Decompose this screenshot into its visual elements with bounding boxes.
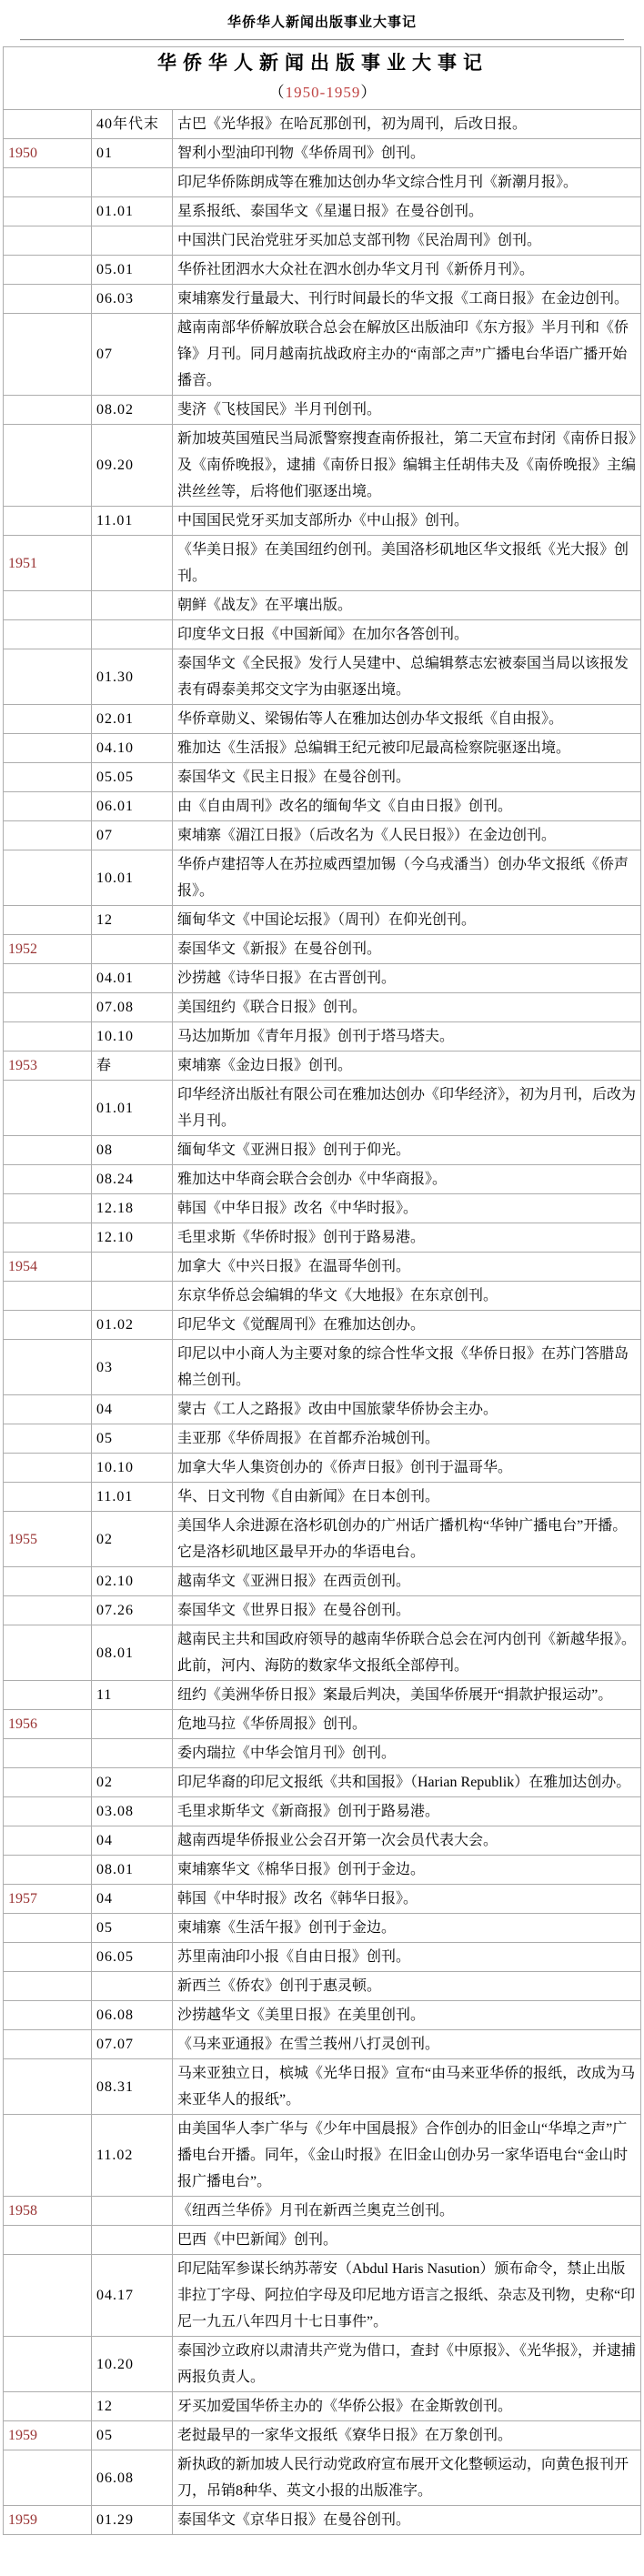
table-row (4, 2197, 641, 2226)
event-cell: 印尼华裔的印尼文报纸《共和国报》（Harian Republik）在雅加达创办。 (173, 1768, 641, 1797)
year-cell (4, 1340, 92, 1395)
date-cell: 07.07 (92, 2030, 173, 2059)
event-cell: 新执政的新加坡人民行动党政府宣布展开文化整顿运动，向黄色报刊开刀，吊销8种华、英文小报的出版准字。 (173, 2450, 641, 2506)
date-cell: 02 (92, 1512, 173, 1567)
table-row (4, 1395, 641, 1424)
table-row (4, 649, 641, 705)
date-cell: 01.01 (92, 1081, 173, 1136)
table-title-cell (4, 47, 641, 110)
year-cell (4, 314, 92, 396)
events-table (3, 46, 641, 2535)
table-row (4, 850, 641, 906)
year-cell (4, 1972, 92, 2001)
date-cell (92, 620, 173, 649)
year-cell (4, 906, 92, 935)
event-cell: 华、日文刊物《自由新闻》在日本创刊。 (173, 1483, 641, 1512)
date-cell: 07.26 (92, 1596, 173, 1625)
date-cell: 12 (92, 906, 173, 935)
year-cell (4, 2255, 92, 2337)
year-cell (4, 425, 92, 507)
date-cell: 02.01 (92, 705, 173, 734)
event-cell: 缅甸华文《中国论坛报》（周刊）在仰光创刊。 (173, 906, 641, 935)
event-cell: 华侨卢建招等人在苏拉威西望加锡（今乌戎潘当）创办华文报纸《侨声报》。 (173, 850, 641, 906)
event-cell: 韩国《中华时报》改名《韩华日报》。 (173, 1885, 641, 1914)
date-cell: 08.24 (92, 1165, 173, 1194)
page (0, 12, 644, 2535)
year-cell (4, 734, 92, 763)
year-cell: 1950 (4, 139, 92, 168)
title-divider (20, 39, 624, 41)
event-cell: 马达加斯加《青年月报》创刊于塔马塔夫。 (173, 1022, 641, 1052)
year-cell (4, 1454, 92, 1483)
event-cell: 沙捞越华文《美里日报》在美里创刊。 (173, 2001, 641, 2030)
year-cell (4, 197, 92, 226)
date-cell: 01.29 (92, 2506, 173, 2535)
date-cell: 10.10 (92, 1022, 173, 1052)
table-row (4, 2506, 641, 2535)
event-cell: 印华经济出版社有限公司在雅加达创办《印华经济》，初为月刊，后改为半月刊。 (173, 1081, 641, 1136)
date-cell (92, 2197, 173, 2226)
table-row (4, 1483, 641, 1512)
year-cell (4, 2337, 92, 2392)
event-cell: 巴西《中巴新闻》创刊。 (173, 2226, 641, 2255)
table-row (4, 1797, 641, 1826)
year-cell (4, 1826, 92, 1856)
date-cell: 04.01 (92, 964, 173, 993)
date-cell (92, 1710, 173, 1739)
year-cell (4, 168, 92, 197)
table-row (4, 1022, 641, 1052)
event-cell: 《华美日报》在美国纽约创刊。美国洛杉矶地区华文报纸《光大报》创刊。 (173, 536, 641, 591)
table-row (4, 1165, 641, 1194)
event-cell: 泰国华文《全民报》发行人吴建中、总编辑蔡志宏被泰国当局以该报发表有碍泰美邦交文字为由驱逐出境。 (173, 649, 641, 705)
date-cell: 40年代末 (92, 110, 173, 139)
year-cell (4, 1223, 92, 1253)
table-row (4, 1768, 641, 1797)
date-cell: 07 (92, 314, 173, 396)
event-cell: 加拿大华人集资创办的《侨声日报》创刊于温哥华。 (173, 1454, 641, 1483)
event-cell: 美国华人余进源在洛杉矶创办的广州话广播机构“华钟广播电台”开播。它是洛杉矶地区最早开办的华语电台。 (173, 1512, 641, 1567)
table-row (4, 1194, 641, 1223)
table-row (4, 763, 641, 792)
event-cell: 毛里求斯华文《新商报》创刊于路易港。 (173, 1797, 641, 1826)
table-row (4, 1253, 641, 1282)
table-row (4, 821, 641, 850)
date-cell: 12.10 (92, 1223, 173, 1253)
event-cell: 委内瑞拉《中华会馆月刊》创刊。 (173, 1739, 641, 1768)
year-cell (4, 1395, 92, 1424)
event-cell: 星系报纸、泰国华文《星暹日报》在曼谷创刊。 (173, 197, 641, 226)
date-cell: 04.10 (92, 734, 173, 763)
year-cell (4, 1282, 92, 1311)
table-row (4, 1914, 641, 1943)
date-cell: 01 (92, 139, 173, 168)
event-cell: 新加坡英国殖民当局派警察搜查南侨报社，第二天宣布封闭《南侨日报》及《南侨晚报》，逮捕《南侨日报》编辑主任胡伟夫及《南侨晚报》主编洪丝丝等，后将他们驱逐出境。 (173, 425, 641, 507)
event-cell: 泰国华文《新报》在曼谷创刊。 (173, 935, 641, 964)
table-row (4, 1081, 641, 1136)
date-cell (92, 226, 173, 256)
table-row (4, 1282, 641, 1311)
date-cell (92, 1972, 173, 2001)
date-cell: 07 (92, 821, 173, 850)
table-row (4, 314, 641, 396)
subtitle-open-paren: （ (268, 84, 286, 101)
date-cell: 02 (92, 1768, 173, 1797)
table-row (4, 1136, 641, 1165)
table-title: 华侨华人新闻出版事业大事记 (157, 52, 488, 74)
table-row (4, 226, 641, 256)
table-row (4, 1885, 641, 1914)
event-cell: 蒙古《工人之路报》改由中国旅蒙华侨协会主办。 (173, 1395, 641, 1424)
table-subtitle (8, 77, 638, 108)
year-cell (4, 2001, 92, 2030)
date-cell: 11.01 (92, 507, 173, 536)
subtitle-close-paren: ） (360, 84, 377, 101)
table-title-row (4, 47, 641, 110)
year-cell (4, 792, 92, 821)
event-cell: 东京华侨总会编辑的华文《大地报》在东京创刊。 (173, 1282, 641, 1311)
date-cell: 06.08 (92, 2001, 173, 2030)
year-cell (4, 1856, 92, 1885)
event-cell: 毛里求斯《华侨时报》创刊于路易港。 (173, 1223, 641, 1253)
date-cell: 03 (92, 1340, 173, 1395)
table-row (4, 906, 641, 935)
event-cell: 缅甸华文《亚洲日报》创刊于仰光。 (173, 1136, 641, 1165)
date-cell: 春 (92, 1052, 173, 1081)
year-cell (4, 620, 92, 649)
table-row (4, 1710, 641, 1739)
table-row (4, 197, 641, 226)
event-cell: 老挝最早的一家华文报纸《寮华日报》在万象创刊。 (173, 2421, 641, 2450)
date-cell: 07.08 (92, 993, 173, 1022)
event-cell: 圭亚那《华侨周报》在首都乔治城创刊。 (173, 1424, 641, 1454)
year-cell (4, 649, 92, 705)
event-cell: 越南西堤华侨报业公会召开第一次会员代表大会。 (173, 1826, 641, 1856)
event-cell: 古巴《光华报》在哈瓦那创刊，初为周刊，后改日报。 (173, 110, 641, 139)
event-cell: 雅加达中华商会联合会创办《中华商报》。 (173, 1165, 641, 1194)
event-cell: 柬埔寨发行量最大、刊行时间最长的华文报《工商日报》在金边创刊。 (173, 285, 641, 314)
year-cell (4, 256, 92, 285)
year-cell: 1959 (4, 2421, 92, 2450)
table-row (4, 1424, 641, 1454)
table-row (4, 1856, 641, 1885)
subtitle-years: 1950-1959 (285, 84, 361, 101)
date-cell: 06.03 (92, 285, 173, 314)
year-cell: 1952 (4, 935, 92, 964)
table-row (4, 1739, 641, 1768)
year-cell (4, 591, 92, 620)
date-cell (92, 536, 173, 591)
date-cell: 04 (92, 1885, 173, 1914)
date-cell: 09.20 (92, 425, 173, 507)
table-row (4, 2115, 641, 2197)
year-cell: 1951 (4, 536, 92, 591)
table-row (4, 591, 641, 620)
year-cell (4, 1165, 92, 1194)
event-cell: 柬埔寨《湄江日报》（后改名为《人民日报》）在金边创刊。 (173, 821, 641, 850)
event-cell: 柬埔寨《生活午报》创刊于金边。 (173, 1914, 641, 1943)
date-cell: 05.05 (92, 763, 173, 792)
event-cell: 斐济《飞枝国民》半月刊创刊。 (173, 396, 641, 425)
date-cell: 02.10 (92, 1567, 173, 1596)
event-cell: 《马来亚通报》在雪兰莪州八打灵创刊。 (173, 2030, 641, 2059)
table-row (4, 2392, 641, 2421)
date-cell: 08.31 (92, 2059, 173, 2115)
event-cell: 越南民主共和国政府领导的越南华侨联合总会在河内创刊《新越华报》。此前，河内、海防的数家华文报纸全部停刊。 (173, 1625, 641, 1681)
table-row (4, 1454, 641, 1483)
event-cell: 雅加达《生活报》总编辑王纪元被印尼最高检察院驱逐出境。 (173, 734, 641, 763)
date-cell: 06.05 (92, 1943, 173, 1972)
date-cell: 04 (92, 1826, 173, 1856)
event-cell: 牙买加爱国华侨主办的《华侨公报》在金斯敦创刊。 (173, 2392, 641, 2421)
table-row (4, 425, 641, 507)
table-row (4, 1596, 641, 1625)
table-row (4, 1512, 641, 1567)
year-cell (4, 1311, 92, 1340)
event-cell: 《纽西兰华侨》月刊在新西兰奥克兰创刊。 (173, 2197, 641, 2226)
year-cell: 1955 (4, 1512, 92, 1567)
event-cell: 印尼华侨陈朗成等在雅加达创办华文综合性月刊《新潮月报》。 (173, 168, 641, 197)
date-cell: 01.01 (92, 197, 173, 226)
year-cell (4, 1768, 92, 1797)
event-cell: 泰国华文《民主日报》在曼谷创刊。 (173, 763, 641, 792)
event-cell: 加拿大《中兴日报》在温哥华创刊。 (173, 1253, 641, 1282)
event-cell: 印尼华文《觉醒周刊》在雅加达创办。 (173, 1311, 641, 1340)
year-cell (4, 2030, 92, 2059)
year-cell (4, 1596, 92, 1625)
table-row (4, 507, 641, 536)
event-cell: 朝鲜《战友》在平壤出版。 (173, 591, 641, 620)
date-cell: 06.08 (92, 2450, 173, 2506)
year-cell (4, 396, 92, 425)
year-cell (4, 285, 92, 314)
table-row (4, 792, 641, 821)
year-cell (4, 763, 92, 792)
page-title: 华侨华人新闻出版事业大事记 (226, 15, 417, 30)
table-row (4, 705, 641, 734)
event-cell: 印度华文日报《中国新闻》在加尔各答创刊。 (173, 620, 641, 649)
year-cell (4, 1424, 92, 1454)
date-cell: 08.01 (92, 1625, 173, 1681)
event-cell: 越南南部华侨解放联合总会在解放区出版油印《东方报》半月刊和《侨锋》月刊。同月越南抗战政府主办的“南部之声”广播电台华语广播开始播音。 (173, 314, 641, 396)
year-cell (4, 2059, 92, 2115)
date-cell: 03.08 (92, 1797, 173, 1826)
table-row (4, 1223, 641, 1253)
date-cell: 05 (92, 2421, 173, 2450)
table-row (4, 1826, 641, 1856)
event-cell: 柬埔寨《金边日报》创刊。 (173, 1052, 641, 1081)
date-cell: 04.17 (92, 2255, 173, 2337)
date-cell: 05 (92, 1424, 173, 1454)
year-cell: 1956 (4, 1710, 92, 1739)
date-cell (92, 168, 173, 197)
date-cell: 06.01 (92, 792, 173, 821)
year-cell (4, 1022, 92, 1052)
year-cell: 1954 (4, 1253, 92, 1282)
event-cell: 华侨章勋义、梁锡佑等人在雅加达创办华文报纸《自由报》。 (173, 705, 641, 734)
year-cell (4, 110, 92, 139)
event-cell: 泰国华文《世界日报》在曼谷创刊。 (173, 1596, 641, 1625)
event-cell: 中国国民党牙买加支部所办《中山报》创刊。 (173, 507, 641, 536)
table-row (4, 396, 641, 425)
year-cell (4, 507, 92, 536)
event-cell: 纽约《美洲华侨日报》案最后判决，美国华侨展开“捐款护报运动”。 (173, 1681, 641, 1710)
event-cell: 印尼陆军参谋长纳苏蒂安（Abdul Haris Nasution）颁布命令，禁止出版非拉丁字母、阿拉伯字母及印尼地方语言之报纸、杂志及刊物，史称“印尼一九五八年四月十七日事件”。 (173, 2255, 641, 2337)
year-cell (4, 1194, 92, 1223)
table-row (4, 1311, 641, 1340)
date-cell (92, 1282, 173, 1311)
date-cell: 10.01 (92, 850, 173, 906)
year-cell (4, 1797, 92, 1826)
table-row (4, 139, 641, 168)
table-row (4, 2450, 641, 2506)
date-cell (92, 591, 173, 620)
year-cell (4, 705, 92, 734)
year-cell (4, 1483, 92, 1512)
event-cell: 智利小型油印刊物《华侨周刊》创刊。 (173, 139, 641, 168)
event-cell: 沙捞越《诗华日报》在古晋创刊。 (173, 964, 641, 993)
table-row (4, 2255, 641, 2337)
date-cell: 11 (92, 1681, 173, 1710)
year-cell: 1957 (4, 1885, 92, 1914)
event-cell: 由美国华人李广华与《少年中国晨报》合作创办的旧金山“华埠之声”广播电台开播。同年，《金山时报》在旧金山创办另一家华语电台“金山时报广播电台”。 (173, 2115, 641, 2197)
year-cell (4, 2226, 92, 2255)
date-cell (92, 2226, 173, 2255)
date-cell: 05 (92, 1914, 173, 1943)
event-cell: 越南华文《亚洲日报》在西贡创刊。 (173, 1567, 641, 1596)
table-row (4, 734, 641, 763)
date-cell: 11.02 (92, 2115, 173, 2197)
table-row (4, 256, 641, 285)
date-cell (92, 1739, 173, 1768)
year-cell (4, 1943, 92, 1972)
date-cell: 08 (92, 1136, 173, 1165)
year-cell (4, 2115, 92, 2197)
table-row (4, 1972, 641, 2001)
event-cell: 马来亚独立日，槟城《光华日报》宣布“由马来亚华侨的报纸，改成为马来亚华人的报纸”。 (173, 2059, 641, 2115)
table-row (4, 1340, 641, 1395)
year-cell: 1953 (4, 1052, 92, 1081)
year-cell (4, 993, 92, 1022)
table-row (4, 2226, 641, 2255)
table-row (4, 620, 641, 649)
date-cell: 05.01 (92, 256, 173, 285)
year-cell (4, 1739, 92, 1768)
date-cell: 12.18 (92, 1194, 173, 1223)
year-cell (4, 821, 92, 850)
year-cell (4, 2450, 92, 2506)
table-row (4, 2337, 641, 2392)
date-cell: 08.01 (92, 1856, 173, 1885)
table-row (4, 1681, 641, 1710)
table-row (4, 110, 641, 139)
table-row (4, 2059, 641, 2115)
event-cell: 韩国《中华日报》改名《中华时报》。 (173, 1194, 641, 1223)
event-cell: 泰国华文《京华日报》在曼谷创刊。 (173, 2506, 641, 2535)
event-cell: 印尼以中小商人为主要对象的综合性华文报《华侨日报》在苏门答腊岛棉兰创刊。 (173, 1340, 641, 1395)
table-row (4, 964, 641, 993)
table-row (4, 993, 641, 1022)
event-cell: 柬埔寨华文《棉华日报》创刊于金边。 (173, 1856, 641, 1885)
year-cell: 1958 (4, 2197, 92, 2226)
event-cell: 由《自由周刊》改名的缅甸华文《自由日报》创刊。 (173, 792, 641, 821)
year-cell (4, 1136, 92, 1165)
table-row (4, 1625, 641, 1681)
date-cell: 10.10 (92, 1454, 173, 1483)
date-cell: 01.02 (92, 1311, 173, 1340)
table-row (4, 2030, 641, 2059)
date-cell: 12 (92, 2392, 173, 2421)
table-row (4, 1567, 641, 1596)
date-cell: 08.02 (92, 396, 173, 425)
year-cell (4, 964, 92, 993)
date-cell (92, 935, 173, 964)
date-cell: 01.30 (92, 649, 173, 705)
events-table-body (4, 47, 641, 2535)
event-cell: 华侨社团泗水大众社在泗水创办华文月刊《新侨月刊》。 (173, 256, 641, 285)
year-cell (4, 1625, 92, 1681)
table-row (4, 1943, 641, 1972)
year-cell (4, 2392, 92, 2421)
event-cell: 苏里南油印小报《自由日报》创刊。 (173, 1943, 641, 1972)
table-row (4, 285, 641, 314)
event-cell: 泰国沙立政府以肃清共产党为借口，查封《中原报》、《光华报》，并逮捕两报负责人。 (173, 2337, 641, 2392)
year-cell: 1959 (4, 2506, 92, 2535)
year-cell (4, 1914, 92, 1943)
table-row (4, 536, 641, 591)
event-cell: 中国洪门民治党驻牙买加总支部刊物《民治周刊》创刊。 (173, 226, 641, 256)
event-cell: 美国纽约《联合日报》创刊。 (173, 993, 641, 1022)
table-row (4, 168, 641, 197)
year-cell (4, 1081, 92, 1136)
date-cell: 10.20 (92, 2337, 173, 2392)
table-row (4, 2421, 641, 2450)
date-cell (92, 1253, 173, 1282)
year-cell (4, 1681, 92, 1710)
year-cell (4, 850, 92, 906)
year-cell (4, 1567, 92, 1596)
year-cell (4, 226, 92, 256)
event-cell: 危地马拉《华侨周报》创刊。 (173, 1710, 641, 1739)
event-cell: 新西兰《侨农》创刊于惠灵顿。 (173, 1972, 641, 2001)
table-row (4, 935, 641, 964)
table-row (4, 2001, 641, 2030)
table-row (4, 1052, 641, 1081)
date-cell: 11.01 (92, 1483, 173, 1512)
date-cell: 04 (92, 1395, 173, 1424)
